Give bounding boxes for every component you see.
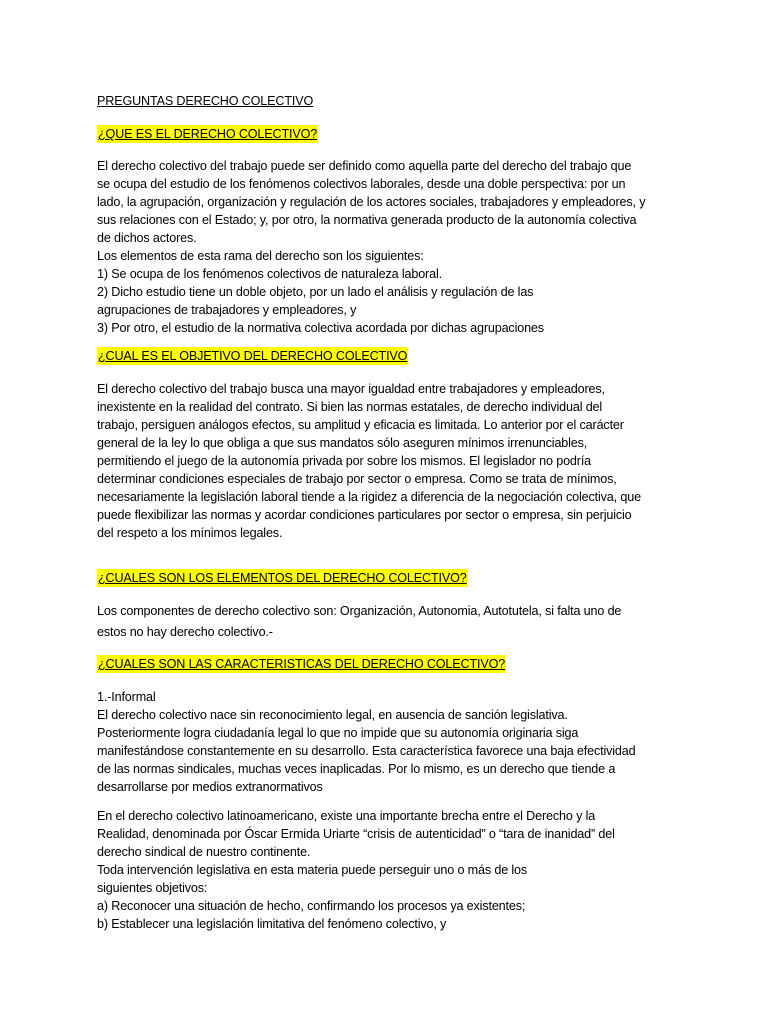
text-line: manifestándose constantemente en su desarrollo. Esta característica favorece una baja efectividad	[97, 744, 636, 758]
text-line: estos no hay derecho colectivo.-	[97, 625, 273, 639]
section-4-paragraph-1	[97, 688, 636, 796]
text-line: sus relaciones con el Estado; y, por otro, la normativa generada producto de la autonomía colectiva	[97, 213, 637, 227]
text-line: Los elementos de esta rama del derecho son los siguientes:	[97, 249, 424, 263]
text-line: Posteriormente logra ciudadanía legal lo que no impide que su autonomía originaria siga	[97, 726, 579, 740]
list-item: b) Establecer una legislación limitativa del fenómeno colectivo, y	[97, 917, 447, 931]
text-line: inexistente en la realidad del contrato. Si bien las normas estatales, de derecho individual del	[97, 400, 603, 414]
text-line: permitiendo el juego de la autonomía privada por sobre los mismos. El legislador no podría	[97, 454, 592, 468]
section-1-paragraph-1	[97, 157, 645, 337]
text-line: general de la ley lo que obliga a que sus mandatos sólo aseguren mínimos irrenunciables,	[97, 436, 588, 450]
text-line: El derecho colectivo del trabajo busca una mayor igualdad entre trabajadores y empleadores,	[97, 382, 605, 396]
text-line: se ocupa del estudio de los fenómenos colectivos laborales, desde una doble perspectiva: por un	[97, 177, 626, 191]
section-2-paragraph-1	[97, 380, 641, 542]
text-line: El derecho colectivo nace sin reconocimiento legal, en ausencia de sanción legislativa.	[97, 708, 568, 722]
list-item: 1) Se ocupa de los fenómenos colectivos de naturaleza laboral.	[97, 267, 442, 281]
text-line: Los componentes de derecho colectivo son: Organización, Autonomia, Autotutela, si falta uno de	[97, 604, 622, 618]
list-item: a) Reconocer una situación de hecho, confirmando los procesos ya existentes;	[97, 899, 526, 913]
text-line: El derecho colectivo del trabajo puede ser definido como aquella parte del derecho del trabajo que	[97, 159, 632, 173]
text-line: derecho sindical de nuestro continente.	[97, 845, 311, 859]
list-item: 2) Dicho estudio tiene un doble objeto, por un lado el análisis y regulación de las	[97, 285, 534, 299]
text-line: En el derecho colectivo latinoamericano, existe una importante brecha entre el Derecho y la	[97, 809, 596, 823]
text-line: trabajo, persiguen análogos efectos, su amplitud y eficacia es limitada. Lo anterior por el carácter	[97, 418, 624, 432]
text-line: de dichos actores.	[97, 231, 197, 245]
list-item: agrupaciones de trabajadores y empleadores, y	[97, 303, 357, 317]
section-heading-elementos: ¿CUALES SON LOS ELEMENTOS DEL DERECHO COLECTIVO?	[98, 571, 467, 585]
text-line: Toda intervención legislativa en esta materia puede perseguir uno o más de los	[97, 863, 528, 877]
section-3-paragraph-1	[97, 602, 621, 641]
text-line: siguientes objetivos:	[97, 881, 208, 895]
section-heading-que-es: ¿QUE ES EL DERECHO COLECTIVO?	[98, 127, 318, 141]
text-line: lado, la agrupación, organización y regulación de los actores sociales, trabajadores y empleadores, y	[97, 195, 646, 209]
section-heading-objetivo: ¿CUAL ES EL OBJETIVO DEL DERECHO COLECTIVO	[98, 349, 408, 363]
list-item: 3) Por otro, el estudio de la normativa colectiva acordada por dichas agrupaciones	[97, 321, 544, 335]
text-line: determinar condiciones especiales de trabajo por sector o empresa. Como se trata de mínimos,	[97, 472, 617, 486]
subsection-label: 1.-Informal	[97, 690, 156, 704]
text-line: puede flexibilizar las normas y acordar condiciones particulares por sector o empresa, sin perjuicio	[97, 508, 632, 522]
text-line: Realidad, denominada por Óscar Ermida Uriarte “crisis de autenticidad” o “tara de inanidad” del	[97, 827, 615, 841]
text-line: necesariamente la legislación laboral tiende a la rigidez a diferencia de la negociación colectiva, que	[97, 490, 641, 504]
text-line: del respeto a los mínimos legales.	[97, 526, 283, 540]
text-line: desarrollarse por medios extranormativos	[97, 780, 323, 794]
section-heading-caracteristicas: ¿CUALES SON LAS CARACTERISTICAS DEL DERECHO COLECTIVO?	[98, 657, 506, 671]
document-title: PREGUNTAS DERECHO COLECTIVO	[97, 94, 314, 108]
text-line: de las normas sindicales, muchas veces inaplicadas. Por lo mismo, es un derecho que tiende a	[97, 762, 616, 776]
section-4-paragraph-2	[97, 807, 615, 933]
